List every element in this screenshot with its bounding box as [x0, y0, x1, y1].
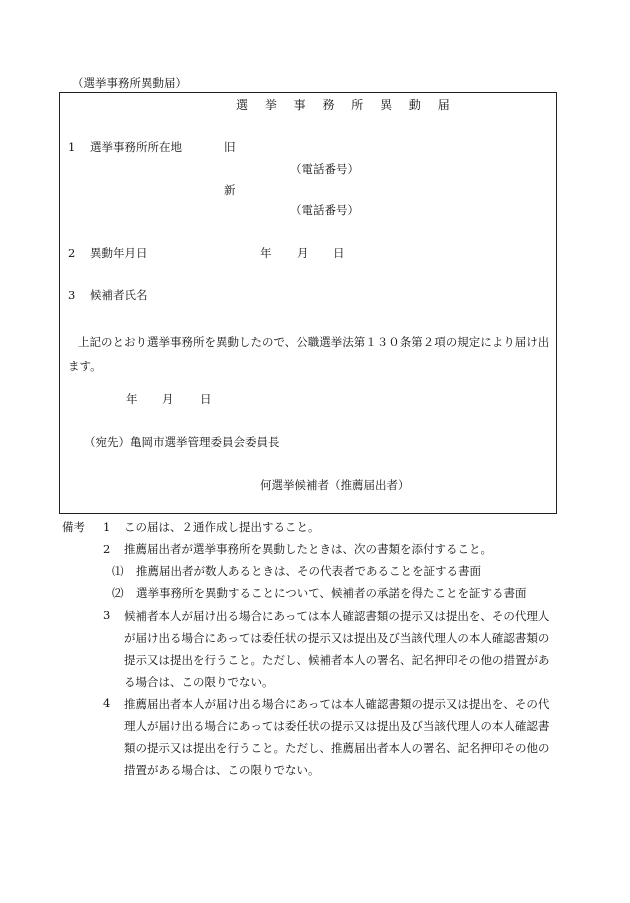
notes-heading: 備考	[62, 520, 85, 534]
note2a-number: ⑴	[112, 564, 124, 578]
addressee: （宛先）亀岡市選挙管理委員会委員長	[84, 435, 280, 449]
signer-line: 何選挙候補者（推薦届出者）	[260, 478, 410, 492]
note4-number: 4	[103, 696, 111, 710]
item2-number: 2	[68, 246, 76, 260]
item2-year: 年	[260, 246, 272, 260]
note1-number: 1	[103, 520, 111, 534]
item2-label: 異動年月日	[90, 246, 148, 260]
note2b-text: 選挙事務所を異動することについて、候補者の承諾を得たことを証する書面	[136, 586, 527, 600]
form-title: 選 挙 事 務 所 異 動 届	[236, 98, 457, 112]
item2-day: 日	[333, 246, 345, 260]
item3-number: 3	[68, 288, 76, 302]
item1-phone-new: （電話番号）	[290, 203, 359, 217]
date-year: 年	[126, 392, 138, 406]
item1-phone-old: （電話番号）	[290, 162, 359, 176]
item3-label: 候補者氏名	[90, 288, 148, 302]
item1-old-label: 旧	[224, 140, 236, 154]
form-frame	[59, 92, 557, 514]
form-caption: （選挙事務所異動届）	[72, 76, 187, 90]
item1-number: 1	[68, 140, 76, 154]
note2b-number: ⑵	[112, 586, 124, 600]
note4-text: 推薦届出者本人が届け出る場合にあっては本人確認書類の提示又は提出を、その代理人が届け出る場合にあっては委任状の提示又は提出及び当該代理人の本人確認書類の提示又は提出を行うこと。ただし、推薦届出者本人の署名、記名押印その他の措置がある場合は、この限りでない。	[124, 697, 550, 777]
note1-text: この届は、２通作成し提出すること。	[124, 520, 320, 534]
statement-paragraph: 上記のとおり選挙事務所を異動したので、公職選挙法第１３０条第２項の規定により届け出ます。	[68, 335, 550, 373]
note2-text: 推薦届出者が選挙事務所を異動したときは、次の書類を添付すること。	[124, 542, 492, 556]
date-month: 月	[162, 392, 174, 406]
item1-label: 選挙事務所所在地	[90, 140, 182, 154]
note3-text: 候補者本人が届け出る場合にあっては本人確認書類の提示又は提出を、その代理人が届け出る場合にあっては委任状の提示又は提出及び当該代理人の本人確認書類の提示又は提出を行うこと。ただし、候補者本人の署名、記名押印その他の措置がある場合は、この限りでない。	[124, 609, 550, 689]
item2-month: 月	[297, 246, 309, 260]
item1-new-label: 新	[224, 183, 236, 197]
note3-number: 3	[103, 608, 111, 622]
note2-number: 2	[103, 542, 111, 556]
note2a-text: 推薦届出者が数人あるときは、その代表者であることを証する書面	[136, 564, 481, 578]
date-day: 日	[200, 392, 212, 406]
